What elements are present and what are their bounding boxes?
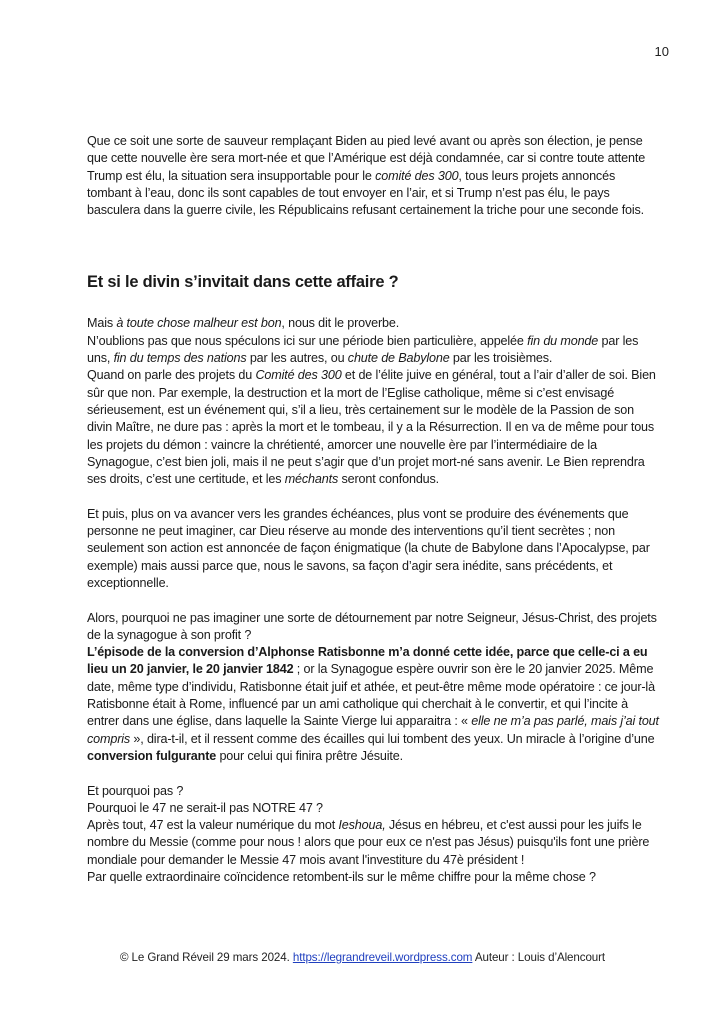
footer-author: Auteur : Louis d’Alencourt [472,951,606,964]
italic-phrase: Comité des 300 [255,368,342,383]
paragraph-ratisbonne: L’épisode de la conversion d’Alphonse Ratisbonne m’a donné cette idée, parce que celle-ci a eu lieu un 20 janvier, le 20 janvier 1842 ; or la Synagogue espère ouvrir son ère le 20 janvier 2025. Même date, même type d’individu, Ratisbonne était juif et athée, et peut-être même mode opératoire : ce jour-là Ratisbonne était à Rome, influencé par un ami catholique qui cherchait à le convertir, et qui l’incite à entrer dans une église, dans laquelle la Sainte Vierge lui apparaitra : « elle ne m’a pas parlé, mais j’ai tout compris », dira-t-il, et il ressent comme des écailles qui lui tombent des yeux. Un miracle à l’origine d’une conversion fulgurante pour celui qui finira prêtre Jésuite. [87,645,659,763]
paragraph-echeances: Et puis, plus on va avancer vers les grandes échéances, plus vont se produire des événements que personne ne peut imaginer, car Dieu réserve au monde des interventions qu’il tient secrètes ; non seulement son action est annoncée de façon énigmatique (la chute de Babylone dans l’Apocalypse, par exemple) mais aussi parce que, nous le savons, sa façon d’agir sera inédite, sans précédents, et exceptionnelle. [87,506,650,590]
spacer [87,293,662,315]
bold-phrase: conversion fulgurante [87,748,217,763]
spacer [87,592,662,609]
paragraph-pourquoi-pas: Et pourquoi pas ? [87,783,184,798]
italic-quote: elle ne m’a pas parlé, mais j’ai tout compris [87,714,659,746]
paragraph-detournement: Alors, pourquoi ne pas imaginer une sorte de détournement par notre Seigneur, Jésus-Christ, des projets de la synagogue à son profit ? [87,610,657,642]
document-body [87,133,662,886]
spacer [87,765,662,782]
paragraph-coincidence: Par quelle extraordinaire coïncidence retombent-ils sur le même chiffre pour la même chose ? [87,869,596,884]
page-footer [0,951,725,964]
spacer [87,219,662,271]
footer-copyright: © Le Grand Réveil 29 mars 2024. [119,951,293,964]
page-number: 10 [654,44,669,59]
paragraph-notre-47: Pourquoi le 47 ne serait-il pas NOTRE 47 ? [87,800,323,815]
paragraph-end-times: N’oublions pas que nous spéculons ici sur une période bien particulière, appelée fin du monde par les uns, fin du temps des nations par les autres, ou chute de Babylone par les troisièmes. [87,333,639,366]
paragraph-proverb: Mais à toute chose malheur est bon, nous dit le proverbe. [87,316,400,331]
italic-phrase: Ieshoua, [338,818,386,833]
paragraph-ieshoua: Après tout, 47 est la valeur numérique du mot Ieshoua, Jésus en hébreu, et c'est aussi pour les juifs le nombre du Messie (comme pour nous ! alors que pour eux ce n'est pas Jésus) puisqu'ils font une prière mondiale pour demander le Messie 47 mois avant l'investiture du 47è président ! [87,818,650,867]
italic-phrase: chute de Babylone [347,351,450,366]
footer-website-link[interactable]: https://legrandreveil.wordpress.com [292,951,473,964]
italic-phrase: méchants [284,472,339,487]
italic-phrase: fin du monde [527,333,599,348]
paragraph-intro: Que ce soit une sorte de sauveur remplaçant Biden au pied levé avant ou après son élection, je pense que cette nouvelle ère sera mort-née et que l’Amérique est déjà condamnée, car si contre toute attente Trump est élu, la situation sera insupportable pour le comité des 300, tous leurs projets annoncés tombant à l’eau, donc ils sont capables de tout envoyer en l’air, et si Trump n’est pas élu, le pays basculera dans la guerre civile, les Républicains refusant certainement la triche pour une seconde fois. [87,134,646,218]
spacer [87,488,662,505]
italic-phrase: à toute chose malheur est bon [116,316,282,331]
section-heading: Et si le divin s’invitait dans cette affaire ? [87,273,399,292]
paragraph-comite: Quand on parle des projets du Comité des 300 et de l’élite juive en général, tout a l’air d’aller de soi. Bien sûr que non. Par exemple, la destruction et la mort de l’Eglise catholique, même si c’est envisagé sérieusement, est un événement qui, s’il a lieu, très certainement sur le modèle de la Passion de son divin Maître, ne dure pas : après la mort et le tombeau, il y a la Résurrection. Il en va de même pour tous les projets du démon : vaincre la chrétienté, amorcer une nouvelle ère par l’intermédiaire de la Synagogue, c’est bien joli, mais il ne peut s’agir que d’un projet mort-né sans avenir. Le Bien reprendra ses droits, c’est une certitude, et les méchants seront confondus. [87,368,656,487]
italic-phrase: comité des 300 [375,168,459,183]
italic-phrase: fin du temps des nations [113,351,247,366]
bold-phrase: L’épisode de la conversion d’Alphonse Ratisbonne m’a donné cette idée, parce que celle-ci a eu lieu un 20 janvier, le 20 janvier 1842 [87,645,648,677]
